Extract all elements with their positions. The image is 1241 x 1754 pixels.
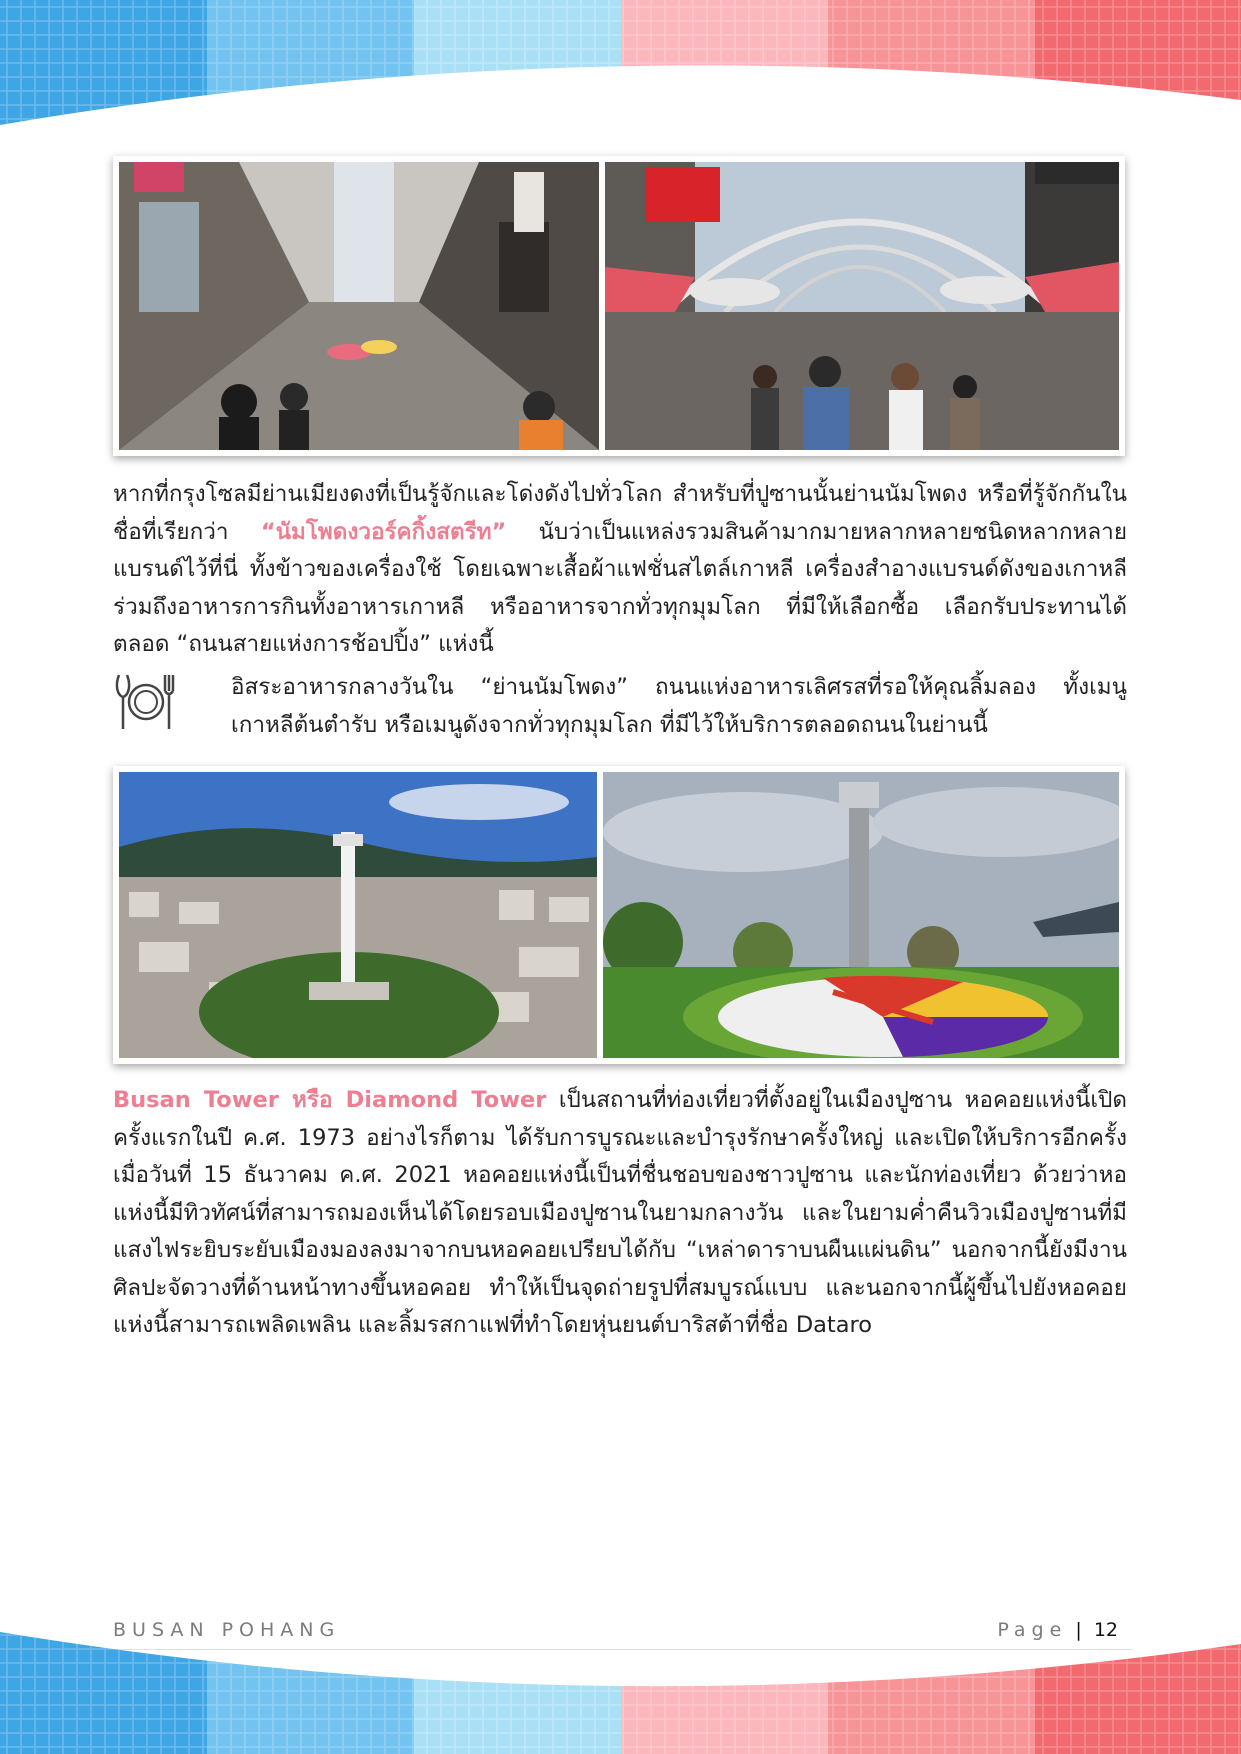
- photo-strip-nampodong: [113, 156, 1125, 456]
- busan-tower-paragraph: [113, 1082, 1127, 1345]
- shopping-street-photo: [119, 162, 599, 450]
- busan-tower-flower-clock-photo: [603, 772, 1119, 1058]
- busan-tower-body-text: เป็นสถานที่ท่องเที่ยวที่ตั้งอยู่ในเมืองปูซาน หอคอยแห่งนี้เปิดครั้งแรกในปี ค.ศ. 1973 อย่างไรก็ตาม ได้รับการบูรณะและบำรุงรักษาครั้งใหญ่ และเปิดให้บริการอีกครั้งเมื่อวันที่ 15 ธันวาคม ค.ศ. 2021 หอคอยแห่งนี้เป็นที่ชื่นชอบของชาวปูซาน และนักท่องเที่ยว ด้วยว่าหอแห่งนี้มีทิวทัศน์ที่สามารถมองเห็นได้โดยรอบเมืองปูซานในยามกลางวัน และในยามค่ำคืนวิวเมืองปูซานที่มีแสงไฟระยิบระยับเมืองมองลงมาจากบนหอคอยเปรียบได้กับ “เหล่าดาราบนผืนแผ่นดิน” นอกจากนี้ยังมีงานศิลปะจัดวางที่ด้านหน้าทางขึ้นหอคอย ทำให้เป็นจุดถ่ายรูปที่สมบูรณ์แบบ และนอกจากนี้ผู้ขึ้นไปยังหอคอยแห่งนี้สามารถเพลิดเพลิน และลิ้มรสกาแฟที่ทำโดยหุ่นยนต์บาริสต้าที่ชื่อ Dataro: [113, 1087, 1128, 1338]
- lunch-note: [113, 669, 1127, 744]
- footer-title: BUSAN POHANG: [113, 1619, 341, 1641]
- busan-tower-highlight: Busan Tower หรือ Diamond Tower: [113, 1087, 547, 1113]
- nampodong-paragraph: [113, 476, 1127, 664]
- top-banner: [0, 0, 1241, 140]
- photo-strip-busan-tower: [113, 766, 1125, 1064]
- nampodong-body-text: นับว่าเป็นแหล่งรวมสินค้ามากมายหลากหลายชนิดหลากหลายแบรนด์ไว้ที่นี่ ทั้งข้าวของเครื่องใช้ โดยเฉพาะเสื้อผ้าแฟชั่นสไตล์เกาหลี เครื่องสำอางแบรนด์ดังของเกาหลี ร่วมถึงอาหารการกินทั้งอาหารเกาหลี หรืออาหารจากทั่วทุกมุมโลก ที่มีให้เลือกซื้อ เลือกรับประทานได้ตลอด “ถนนสายแห่งการช้อปปิ้ง” แห่งนี้: [113, 518, 1127, 657]
- page-label: Page: [997, 1619, 1068, 1641]
- lunch-note-text: อิสระอาหารกลางวันใน “ย่านนัมโพดง” ถนนแห่งอาหารเลิศรสที่รอให้คุณลิ้มลอง ทั้งเมนูเกาหลีต้นตำรับ หรือเมนูดังจากทั่วทุกมุมโลก ที่มีไว้ให้บริการตลอดถนนในย่านนี้: [231, 674, 1127, 738]
- bottom-banner: [0, 1614, 1241, 1754]
- nampodong-highlight: “นัมโพดงวอร์คกิ้งสตรีท”: [260, 518, 507, 545]
- page-separator: |: [1075, 1619, 1082, 1641]
- nampodong-intro-text: หากที่กรุงโซลมีย่านเมียงดงที่เป็นรู้จักและโด่งดังไปทั่วโลก สำหรับที่ปูซานนั้นย่านนัมโพดง หรือที่รู้จักกันในชื่อที่เรียกว่า: [113, 481, 1127, 545]
- page-number: 12: [1093, 1619, 1118, 1641]
- restaurant-icon: [113, 669, 231, 739]
- market-street-photo: [605, 162, 1119, 450]
- busan-tower-aerial-photo: [119, 772, 597, 1058]
